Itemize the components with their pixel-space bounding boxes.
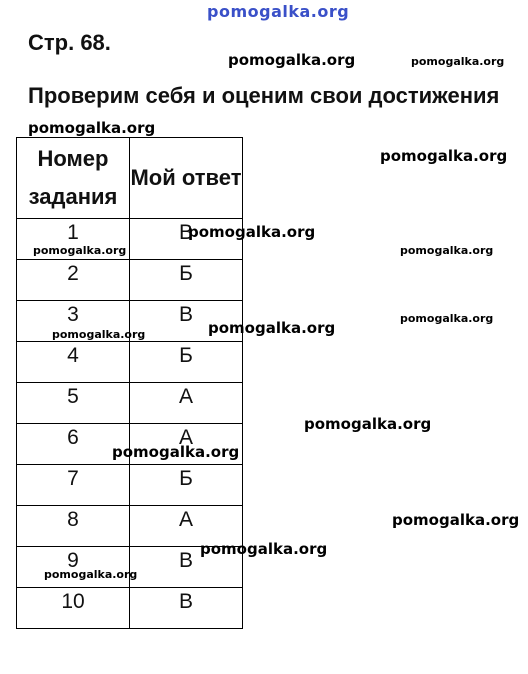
column-header-answer: Мой ответ — [130, 138, 243, 219]
watermark: pomogalka.org — [112, 443, 240, 461]
answer-cell: А — [130, 506, 243, 547]
answer-cell: В — [130, 588, 243, 629]
task-number-cell: 4 — [17, 342, 130, 383]
watermark: pomogalka.org — [52, 328, 146, 341]
task-number-cell: 5 — [17, 383, 130, 424]
column-header-number: Номер задания — [17, 138, 130, 219]
watermark: pomogalka.org — [228, 51, 356, 69]
answer-cell: Б — [130, 342, 243, 383]
task-number-cell: 6 — [17, 424, 130, 465]
answer-cell: А — [130, 424, 243, 465]
section-heading: Проверим себя и оценим свои достижения — [28, 83, 500, 108]
watermark: pomogalka.org — [44, 568, 138, 581]
task-number-cell: 10 — [17, 588, 130, 629]
task-number-cell: 1 — [17, 219, 130, 260]
answer-cell: Б — [130, 260, 243, 301]
watermark: pomogalka.org — [188, 223, 316, 241]
answer-cell: В — [130, 547, 243, 588]
table-row — [17, 383, 243, 424]
watermark: pomogalka.org — [400, 312, 494, 325]
watermark: pomogalka.org — [411, 55, 505, 68]
watermark: pomogalka.org — [33, 244, 127, 257]
watermark: pomogalka.org — [380, 147, 508, 165]
page-title: Стр. 68. — [28, 30, 111, 55]
task-number-cell: 3 — [17, 301, 130, 342]
table-row — [17, 260, 243, 301]
answer-cell: В — [130, 301, 243, 342]
answer-cell: А — [130, 383, 243, 424]
task-number-cell: 7 — [17, 465, 130, 506]
watermark-top: pomogalka.org — [207, 2, 350, 21]
task-number-cell: 9 — [17, 547, 130, 588]
table-header-row — [17, 138, 243, 219]
task-number-cell: 8 — [17, 506, 130, 547]
table-row — [17, 465, 243, 506]
answer-cell: Б — [130, 465, 243, 506]
table-row — [17, 588, 243, 629]
watermark: pomogalka.org — [28, 119, 156, 137]
task-number-cell: 2 — [17, 260, 130, 301]
watermark: pomogalka.org — [208, 319, 336, 337]
watermark: pomogalka.org — [392, 511, 520, 529]
watermark: pomogalka.org — [304, 415, 432, 433]
answer-cell: В — [130, 219, 243, 260]
watermark: pomogalka.org — [200, 540, 328, 558]
watermark: pomogalka.org — [400, 244, 494, 257]
table-row — [17, 342, 243, 383]
